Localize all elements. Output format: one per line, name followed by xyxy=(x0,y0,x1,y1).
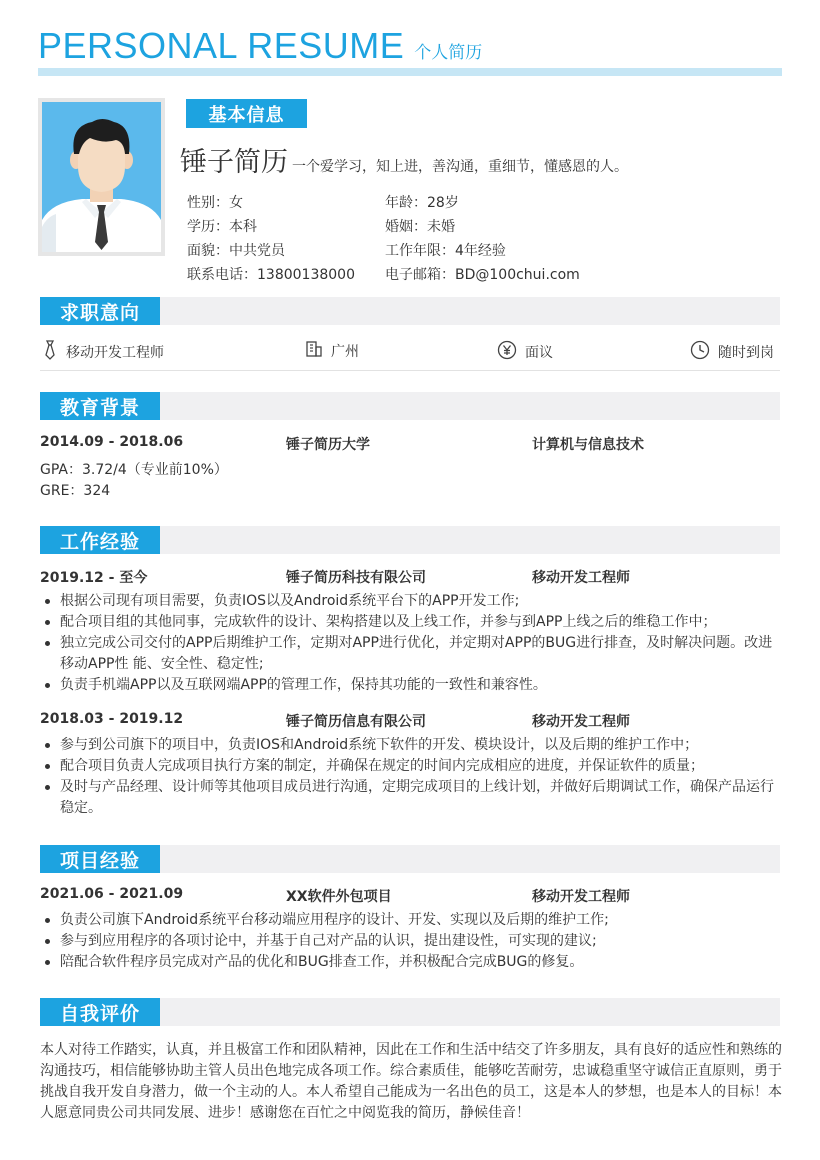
intent-city xyxy=(305,340,359,362)
avatar xyxy=(38,98,165,256)
section-tag-self: 自我评价 xyxy=(40,998,160,1026)
project-duties xyxy=(40,910,782,973)
candidate-motto: 一个爱学习，知上进，善沟通，重细节，懂感恩的人。 xyxy=(292,159,628,175)
intent-position xyxy=(42,340,164,364)
male-avatar-icon xyxy=(42,102,161,252)
intent-position-label: 移动开发工程师 xyxy=(66,345,164,361)
list-item: 负责手机端APP以及互联网端APP的管理工作，保持其功能的一致性和兼容性。 xyxy=(40,675,782,696)
resume-title xyxy=(38,26,782,66)
education-gpa: GPA：3.72/4（专业前10%） xyxy=(40,462,228,478)
header-divider-bar xyxy=(38,68,782,76)
intent-availability xyxy=(690,340,774,364)
list-item: 配合项目组的其他同事，完成软件的设计、架构搭建以及上线工作，并参与到APP上线之后的维稳工作中； xyxy=(40,612,782,633)
intent-salary xyxy=(497,340,553,364)
project-role: 移动开发工程师 xyxy=(532,889,630,905)
intent-city-label: 广州 xyxy=(331,344,359,360)
intent-availability-label: 随时到岗 xyxy=(718,345,774,361)
title-english: PERSONAL RESUME xyxy=(38,25,405,66)
job-2-duties xyxy=(40,735,782,819)
name-line xyxy=(180,140,628,179)
building-icon xyxy=(305,340,331,362)
education-school: 锤子简历大学 xyxy=(286,437,370,453)
section-tag-work: 工作经验 xyxy=(40,526,160,554)
info-marital: 婚姻：未婚 xyxy=(385,219,455,235)
title-chinese: 个人简历 xyxy=(414,43,483,63)
candidate-name: 锤子简历 xyxy=(180,147,288,178)
section-tag-intent: 求职意向 xyxy=(40,297,160,325)
job-1-company: 锤子简历科技有限公司 xyxy=(286,570,426,586)
section-header-self xyxy=(40,998,780,1026)
section-tag-project: 项目经验 xyxy=(40,845,160,873)
section-tag-education: 教育背景 xyxy=(40,392,160,420)
project-name: XX软件外包项目 xyxy=(286,889,392,905)
info-email: 电子邮箱：BD@100chui.com xyxy=(385,267,580,283)
info-politics: 面貌：中共党员 xyxy=(187,243,285,259)
list-item: 配合项目负责人完成项目执行方案的制定，并确保在规定的时间内完成相应的进度，并保证软件的质量； xyxy=(40,756,782,777)
section-header-project xyxy=(40,845,780,873)
intent-salary-label: 面议 xyxy=(525,345,553,361)
education-major: 计算机与信息技术 xyxy=(532,437,644,453)
job-2-period: 2018.03 - 2019.12 xyxy=(40,711,184,727)
project-period: 2021.06 - 2021.09 xyxy=(40,886,184,902)
info-education: 学历：本科 xyxy=(187,219,257,235)
section-tag-basic-info: 基本信息 xyxy=(186,99,307,128)
job-1-period: 2019.12 - 至今 xyxy=(40,570,148,586)
list-item: 参与到公司旗下的项目中，负责IOS和Android系统下软件的开发、模块设计，以及后期的维护工作中； xyxy=(40,735,782,756)
info-work-years: 工作年限：4年经验 xyxy=(385,243,506,259)
info-gender: 性别：女 xyxy=(187,195,243,211)
intent-divider xyxy=(40,370,780,371)
info-phone: 联系电话：13800138000 xyxy=(187,267,355,283)
self-evaluation-text: 本人对待工作踏实，认真，并且极富工作和团队精神，因此在工作和生活中结交了许多朋友，具有良好的适应性和熟练的沟通技巧，相信能够协助主管人员出色地完成各项工作。综合素质佳，能够吃苦耐劳，忠诚稳重坚守诚信正直原则，勇于挑战自我开发自身潜力，做一个主动的人。本人希望自己能成为一名出色的员工，这是本人的梦想，也是本人的目标！本人愿意同贵公司共同发展、进步！感谢您在百忙之中阅览我的简历，静候佳音！ xyxy=(40,1042,782,1121)
info-age: 年龄：28岁 xyxy=(385,195,459,211)
job-2-role: 移动开发工程师 xyxy=(532,714,630,730)
list-item: 负责公司旗下Android系统平台移动端应用程序的设计、开发、实现以及后期的维护工作; xyxy=(40,910,782,931)
clock-icon xyxy=(690,340,718,364)
list-item: 陪配合软件程序员完成对产品的优化和BUG排查工作，并积极配合完成BUG的修复。 xyxy=(40,952,782,973)
education-period: 2014.09 - 2018.06 xyxy=(40,434,184,450)
section-header-education xyxy=(40,392,780,420)
section-header-work xyxy=(40,526,780,554)
job-1-duties xyxy=(40,591,782,696)
job-1-role: 移动开发工程师 xyxy=(532,570,630,586)
list-item: 根据公司现有项目需要，负责IOS以及Android系统平台下的APP开发工作; xyxy=(40,591,782,612)
list-item: 及时与产品经理、设计师等其他项目成员进行沟通，定期完成项目的上线计划，并做好后期调试工作，确保产品运行稳定。 xyxy=(40,777,782,819)
job-2-company: 锤子简历信息有限公司 xyxy=(286,714,426,730)
list-item: 独立完成公司交付的APP后期维护工作，定期对APP进行优化，并定期对APP的BUG进行排查，及时解决问题。改进移动APP性 能、安全性、稳定性; xyxy=(40,633,782,675)
section-header-intent xyxy=(40,297,780,325)
education-gre: GRE：324 xyxy=(40,483,111,499)
list-item: 参与到应用程序的各项讨论中，并基于自己对产品的认识，提出建设性，可实现的建议; xyxy=(40,931,782,952)
yen-icon xyxy=(497,340,525,364)
necktie-icon xyxy=(42,340,66,364)
resume-header xyxy=(38,26,782,66)
